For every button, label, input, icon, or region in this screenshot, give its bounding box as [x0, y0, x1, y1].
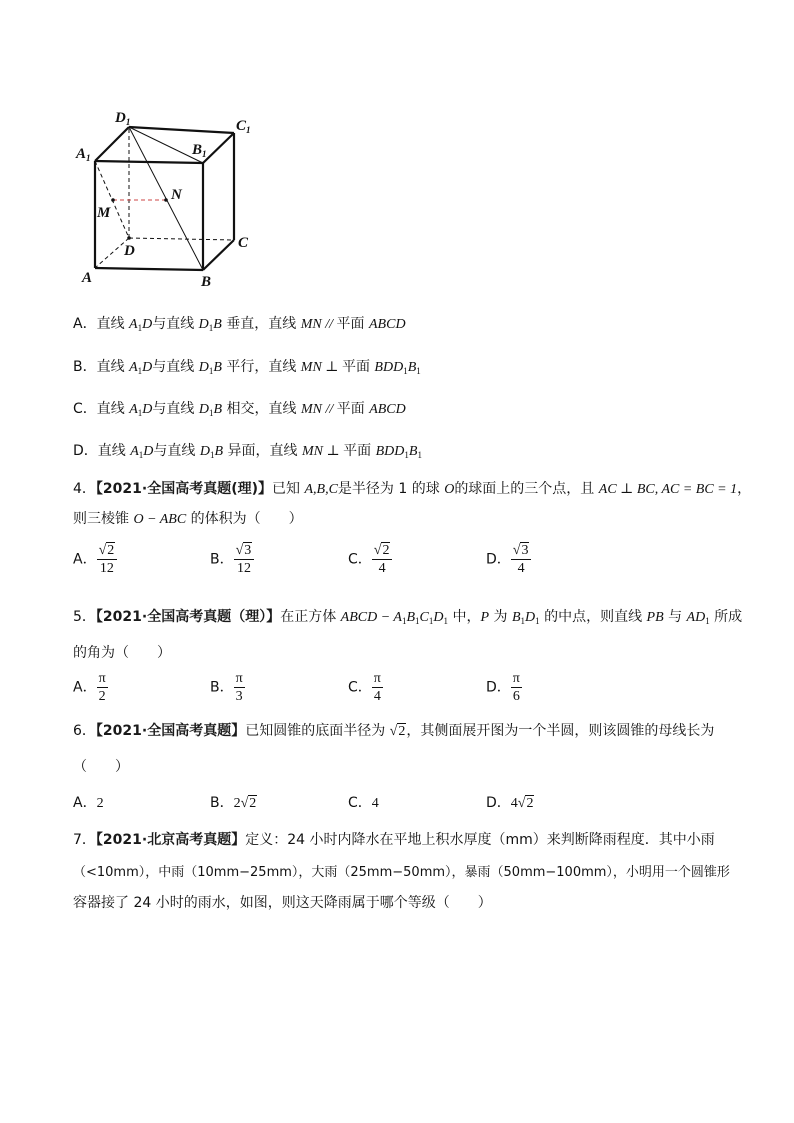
cube-figure — [70, 108, 270, 293]
label-A1: $A_1$ — [76, 146, 91, 163]
point-N — [164, 198, 168, 202]
q4-option-c[interactable]: C． $\frac{√2}{4}$ — [348, 542, 392, 577]
edge-A-B — [95, 268, 203, 270]
point-D — [127, 236, 131, 240]
q5-stem-line1: 5．【2021·全国高考真题（理）】在正方体 ABCD − $A_1B_1C_1D_1$ 中，P 为 $B_1D_1$ 的中点，则直线 PB 与 $AD_1$ 所成 — [73, 609, 743, 626]
q5-option-c[interactable]: C． $\frac{\pi}{4}$ — [348, 671, 381, 704]
q5-option-b[interactable]: B． $\frac{\pi}{3}$ — [210, 671, 243, 704]
q5-option-a[interactable]: A． $\frac{\pi}{2}$ — [73, 671, 106, 704]
edge-A1-B1 — [95, 161, 203, 163]
q6-option-c[interactable]: C．4 — [348, 795, 379, 811]
q5-option-d[interactable]: D． $\frac{\pi}{6}$ — [486, 671, 520, 704]
label-D1: $D_1$ — [115, 110, 131, 127]
q3-option-c[interactable]: C．直线 $A_1D$与直线 $D_1B$ 相交，直线 MN // 平面 ABCD — [73, 401, 406, 418]
q5-stem-line2: 的角为（ ） — [73, 645, 171, 661]
q3-option-b[interactable]: B．直线 $A_1D$与直线 $D_1B$ 平行，直线 MN ⊥ 平面 $BDD_1B_1$ — [73, 359, 421, 376]
q4-option-d[interactable]: D． $\frac{√3}{4}$ — [486, 542, 531, 577]
q4-option-b[interactable]: B． $\frac{√3}{12}$ — [210, 542, 254, 577]
q6-option-a[interactable]: A．2 — [73, 795, 104, 811]
label-C1: $C_1$ — [236, 118, 251, 135]
hidden-edge-D-C — [129, 238, 234, 240]
edge-B1-C1 — [203, 133, 234, 163]
label-C: C — [238, 235, 249, 251]
q7-stem-line2: （<10mm），中雨（10mm−25mm），大雨（25mm−50mm），暴雨（50mm−100mm），小明用一个圆锥形 — [73, 865, 730, 880]
label-A: A — [82, 270, 93, 286]
q6-option-b[interactable]: B．2√2 — [210, 795, 257, 811]
q3-option-d[interactable]: D．直线 $A_1D$与直线 $D_1B$ 异面，直线 MN ⊥ 平面 $BDD_1B_1$ — [73, 443, 422, 460]
q6-option-d[interactable]: D．4√2 — [486, 795, 534, 811]
q4-stem-line1: 4．【2021·全国高考真题(理)】已知 A,B,C是半径为 1 的球 O的球面上的三个点，且 AC ⊥ BC, AC = BC = 1， — [73, 481, 752, 497]
edge-D1-C1 — [129, 127, 234, 133]
q6-stem-line2: （ ） — [73, 759, 129, 775]
q4-option-a[interactable]: A． $\frac{√2}{12}$ — [73, 542, 117, 577]
q4-stem-line2: 则三棱锥 O − ABC 的体积为（ ） — [73, 511, 303, 527]
edge-A1-D1 — [95, 127, 129, 161]
point-M — [111, 198, 115, 202]
q7-stem-line1: 7．【2021·北京高考真题】定义：24 小时内降水在平地上积水厚度（mm）来判断降雨程度．其中小雨 — [73, 832, 715, 848]
edge-B-C — [203, 240, 234, 270]
label-B1: $B_1$ — [192, 142, 207, 159]
q7-stem-line3: 容器接了 24 小时的雨水，如图，则这天降雨属于哪个等级（ ） — [73, 895, 492, 911]
label-M: M — [97, 205, 111, 221]
q3-option-a[interactable]: A．直线 $A_1D$与直线 $D_1B$ 垂直，直线 MN // 平面 ABCD — [73, 316, 406, 333]
label-N: N — [171, 187, 182, 203]
label-D: D — [124, 243, 135, 259]
q6-stem-line1: 6．【2021·全国高考真题】已知圆锥的底面半径为 √2，其侧面展开图为一个半圆，则该圆锥的母线长为 — [73, 723, 715, 739]
label-B: B — [201, 274, 212, 290]
